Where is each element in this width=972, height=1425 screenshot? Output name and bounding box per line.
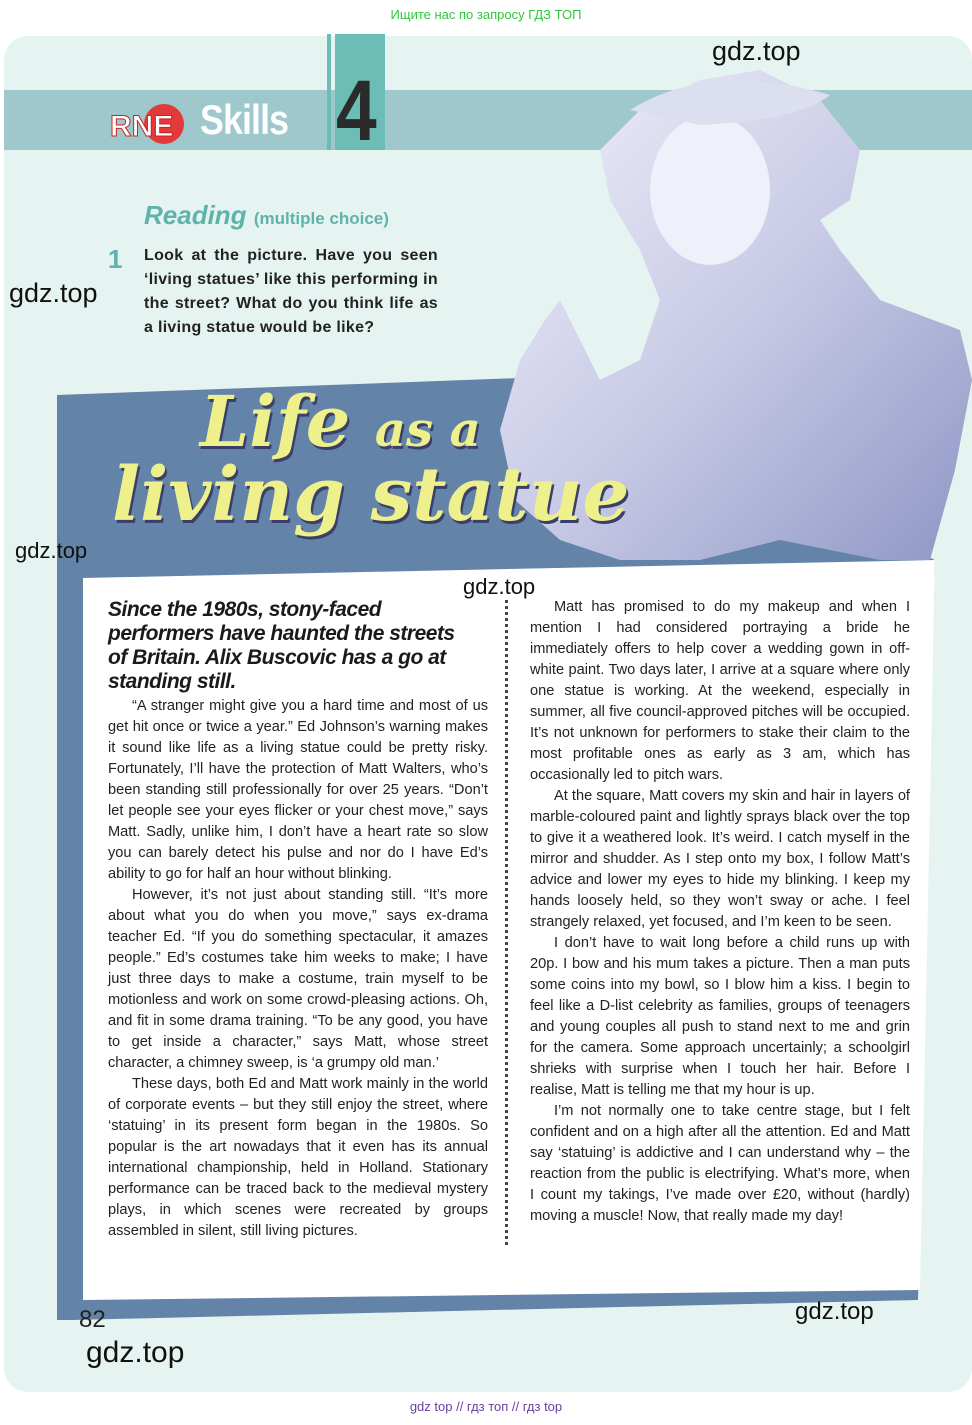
task-text: Look at the picture. Have you seen ‘living statues’ like this performing in the street? What do you think life as a living statue would be like?: [144, 247, 438, 336]
search-hint: Ищите нас по запросу ГДЗ ТОП: [390, 7, 582, 22]
article-right-column: [530, 597, 910, 1227]
column-divider: [505, 600, 508, 1245]
paragraph: At the square, Matt covers my skin and hair in layers of marble-coloured paint and lightly sprays black over the top to give it a weathered look. It’s weird. I catch myself in the mirror and shudder. As I step onto my box, I follow Matt’s advice and lower my eyes to hide my blinking. I keep my hands loosely held, so they won’t sway or ache. I feel strangely relaxed, yet focused, and I’m keen to be seen.: [530, 788, 910, 930]
article-title-line1: [200, 380, 481, 463]
paragraph: I don’t have to wait long before a child runs up with 20p. I bow and his mum takes a picture. Then a man puts some coins into my bowl, so I blow him a kiss. I begin to feel like a D-list celebrity as families, groups of teenagers and young couples all push to stand next to me and grin for the camera. Some approach uncertainly; a schoolgirl shrieks with surprise when I touch her hair. Before I realise, Matt is telling me that my hour is up.: [530, 935, 910, 1098]
article-left-column: [108, 696, 488, 1242]
paragraph: However, it’s not just about standing still. “It’s more about what you do when you move,” says ex-drama teacher Ed. “If you do something spectacular, it amazes people.” Ed’s costumes take him weeks to make; I have just three days to make a costume, train myself to be motionless and work on some crowd-pleasing actions. Oh, and fit in some drama training. “To be any good, you have to get inside a character,” says Matt, whose street character, a chimney sweep, is ‘a grumpy old man.’: [108, 887, 488, 1071]
title-word-life: Life: [200, 380, 351, 463]
svg-text:RNE: RNE: [110, 110, 174, 143]
watermark: gdz.top: [712, 36, 801, 66]
task-number: 1: [108, 244, 123, 274]
footer-links: gdz top // гдз топ // гдз top: [409, 1399, 563, 1414]
section-title: Skills: [200, 96, 289, 143]
article-intro: Since the 1980s, stony-faced performers have haunted the streets of Britain. Alix Buscovic has a go at standing still.: [108, 598, 455, 693]
watermark: gdz.top: [795, 1298, 874, 1325]
watermark: gdz.top: [15, 538, 88, 563]
unit-number: 4: [336, 63, 377, 159]
watermark: gdz.top: [9, 278, 98, 308]
task-heading-label: Reading: [144, 200, 247, 230]
paragraph: “A stranger might give you a hard time and most of us get hit once or twice a year.” Ed Johnson’s warning makes it sound like life as a living statue could be pretty risky. Fortunately, I’ll have the protection of Matt Walters, who’s been standing still professionally for over 25 years. “Don’t let people see your eyes flicker or your chest move,” says Matt. Sadly, unlike him, I don’t have a heart rate so slow you can barely detect his pulse and nor do I have Ed’s ability to go for half an hour without blinking.: [108, 698, 488, 882]
paragraph: These days, both Ed and Matt work mainly in the world of corporate events – but they still enjoy the street, where ‘statuing’ in its present form began in the 1980s. So popular is the art nowadays that it even has its annual international championship, held in Holland. Stationary performance can be traced back to the medieval mystery plays, in which scenes were recreated by groups assembled in silent, still living pictures.: [108, 1076, 488, 1239]
paragraph: I’m not normally one to take centre stage, but I felt confident and on a high after all the attention. Ed and Matt say ‘statuing’ is addictive and I can understand why – the reaction from the public is electrifying. What’s more, when I count my takings, I’ve made over £20, without (hardly) moving a muscle! Now, that really made my day!: [530, 1103, 910, 1224]
task-heading-note: (multiple choice): [253, 209, 389, 228]
title-words-as-a: as a: [374, 402, 481, 458]
statue-face: [650, 115, 770, 265]
watermark: gdz.top: [463, 574, 536, 599]
watermark: gdz.top: [86, 1336, 185, 1369]
task-heading: [144, 200, 389, 231]
article-title-line2: living statue: [112, 452, 630, 538]
rne-logo: [108, 104, 188, 144]
paragraph: Matt has promised to do my makeup and when I mention I had considered portraying a bride he immediately offers to help cover a wedding gown in off-white paint. Two days later, I arrive at a square where only one statue is working. At the weekend, especially in summer, all five council-approved pitches will be occupied. It’s not unknown for performers to stake their claim to the most profitable ones as early as 3 am, which has occasionally led to pitch wars.: [530, 599, 910, 783]
page-number: 82: [79, 1306, 106, 1333]
